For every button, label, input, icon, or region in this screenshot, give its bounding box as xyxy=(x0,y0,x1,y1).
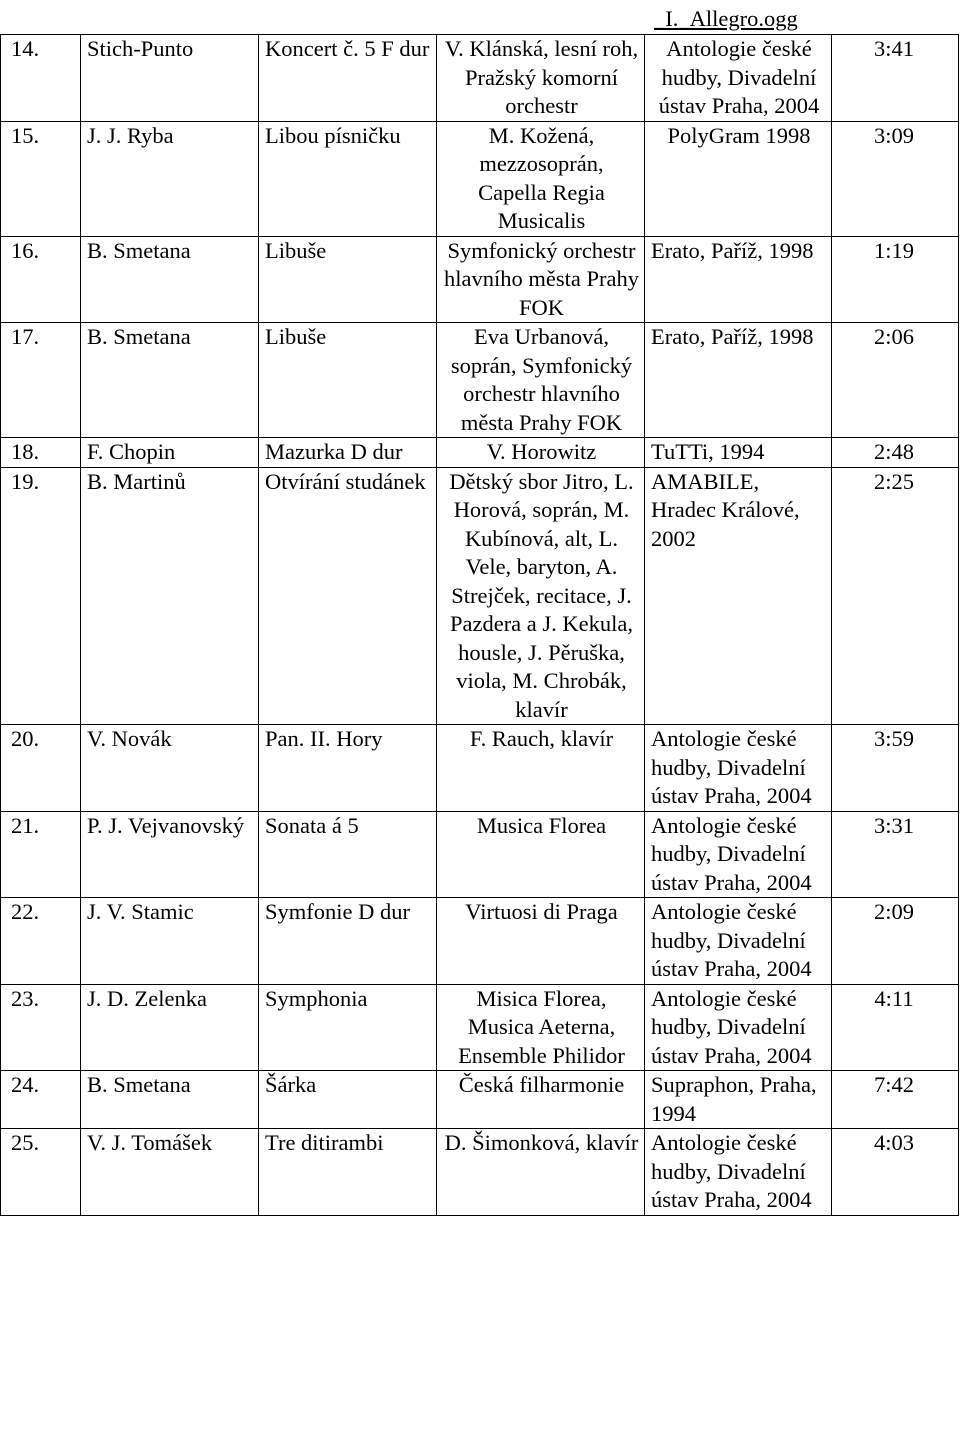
work-cell: Šárka xyxy=(259,1071,437,1129)
performer-cell: Misica Florea, Musica Aeterna, Ensemble Philidor xyxy=(437,984,645,1071)
duration-cell: 4:11 xyxy=(832,984,959,1071)
table-row xyxy=(1,236,959,323)
label-cell: Antologie české hudby, Divadelní ústav Praha, 2004 xyxy=(645,811,832,898)
composer-cell: J. J. Ryba xyxy=(81,121,259,236)
table-row xyxy=(1,323,959,438)
duration-cell: 1:19 xyxy=(832,236,959,323)
label-cell: Antologie české hudby, Divadelní ústav Praha, 2004 xyxy=(645,725,832,812)
duration-cell: 3:09 xyxy=(832,121,959,236)
performer-cell: F. Rauch, klavír xyxy=(437,725,645,812)
track-number-cell: 22. xyxy=(1,898,81,985)
table-row xyxy=(1,1129,959,1216)
duration-cell: 3:59 xyxy=(832,725,959,812)
performer-cell: V. Klánská, lesní roh, Pražský komorní orchestr xyxy=(437,35,645,122)
label-cell: Antologie české hudby, Divadelní ústav Praha, 2004 xyxy=(645,1129,832,1216)
previous-row-filename: _I._Allegro.ogg xyxy=(654,6,798,31)
composer-cell: V. J. Tomášek xyxy=(81,1129,259,1216)
composer-cell: V. Novák xyxy=(81,725,259,812)
performer-cell: Musica Florea xyxy=(437,811,645,898)
performer-cell: Dětský sbor Jitro, L. Horová, soprán, M. Kubínová, alt, L. Vele, baryton, A. Strejček, recitace, J. Pazdera a J. Kekula, housle, J. Pěruška, viola, M. Chrobák, klavír xyxy=(437,467,645,725)
track-number-cell: 24. xyxy=(1,1071,81,1129)
track-number-cell: 19. xyxy=(1,467,81,725)
label-cell: PolyGram 1998 xyxy=(645,121,832,236)
work-cell: Libuše xyxy=(259,236,437,323)
table-row xyxy=(1,467,959,725)
work-cell: Symphonia xyxy=(259,984,437,1071)
track-number-cell: 25. xyxy=(1,1129,81,1216)
duration-cell: 2:48 xyxy=(832,438,959,468)
label-cell: Antologie české hudby, Divadelní ústav Praha, 2004 xyxy=(645,984,832,1071)
table-row xyxy=(1,121,959,236)
composer-cell: P. J. Vejvanovský xyxy=(81,811,259,898)
table-row xyxy=(1,725,959,812)
work-cell: Libou písničku xyxy=(259,121,437,236)
work-cell: Koncert č. 5 F dur xyxy=(259,35,437,122)
track-number-cell: 20. xyxy=(1,725,81,812)
duration-cell: 2:25 xyxy=(832,467,959,725)
label-cell: Antologie české hudby, Divadelní ústav Praha, 2004 xyxy=(645,898,832,985)
work-cell: Mazurka D dur xyxy=(259,438,437,468)
performer-cell: Virtuosi di Praga xyxy=(437,898,645,985)
table-row xyxy=(1,811,959,898)
composer-cell: B. Smetana xyxy=(81,1071,259,1129)
performer-cell: V. Horowitz xyxy=(437,438,645,468)
performer-cell: M. Kožená, mezzosoprán, Capella Regia Musicalis xyxy=(437,121,645,236)
performer-cell: Eva Urbanová, soprán, Symfonický orchestr hlavního města Prahy FOK xyxy=(437,323,645,438)
label-cell: Antologie české hudby, Divadelní ústav Praha, 2004 xyxy=(645,35,832,122)
performer-cell: Symfonický orchestr hlavního města Prahy FOK xyxy=(437,236,645,323)
table-row xyxy=(1,1071,959,1129)
label-cell: Erato, Paříž, 1998 xyxy=(645,236,832,323)
duration-cell: 4:03 xyxy=(832,1129,959,1216)
composer-cell: J. D. Zelenka xyxy=(81,984,259,1071)
work-cell: Libuše xyxy=(259,323,437,438)
work-cell: Symfonie D dur xyxy=(259,898,437,985)
composer-cell: B. Martinů xyxy=(81,467,259,725)
duration-cell: 3:41 xyxy=(832,35,959,122)
track-number-cell: 16. xyxy=(1,236,81,323)
label-cell: AMABILE, Hradec Králové, 2002 xyxy=(645,467,832,725)
track-number-cell: 17. xyxy=(1,323,81,438)
label-cell: Supraphon, Praha, 1994 xyxy=(645,1071,832,1129)
track-number-cell: 21. xyxy=(1,811,81,898)
table-row xyxy=(1,984,959,1071)
track-number-cell: 18. xyxy=(1,438,81,468)
work-cell: Otvírání studánek xyxy=(259,467,437,725)
composer-cell: B. Smetana xyxy=(81,236,259,323)
table-row xyxy=(1,898,959,985)
track-number-cell: 14. xyxy=(1,35,81,122)
track-number-cell: 15. xyxy=(1,121,81,236)
duration-cell: 7:42 xyxy=(832,1071,959,1129)
composer-cell: B. Smetana xyxy=(81,323,259,438)
work-cell: Tre ditirambi xyxy=(259,1129,437,1216)
work-cell: Sonata á 5 xyxy=(259,811,437,898)
table-row xyxy=(1,438,959,468)
duration-cell: 2:06 xyxy=(832,323,959,438)
table-row xyxy=(1,35,959,122)
composer-cell: F. Chopin xyxy=(81,438,259,468)
recordings-table xyxy=(0,34,959,1216)
track-number-cell: 23. xyxy=(1,984,81,1071)
duration-cell: 2:09 xyxy=(832,898,959,985)
composer-cell: Stich-Punto xyxy=(81,35,259,122)
work-cell: Pan. II. Hory xyxy=(259,725,437,812)
label-cell: Erato, Paříž, 1998 xyxy=(645,323,832,438)
composer-cell: J. V. Stamic xyxy=(81,898,259,985)
duration-cell: 3:31 xyxy=(832,811,959,898)
performer-cell: Česká filharmonie xyxy=(437,1071,645,1129)
label-cell: TuTTi, 1994 xyxy=(645,438,832,468)
performer-cell: D. Šimonková, klavír xyxy=(437,1129,645,1216)
